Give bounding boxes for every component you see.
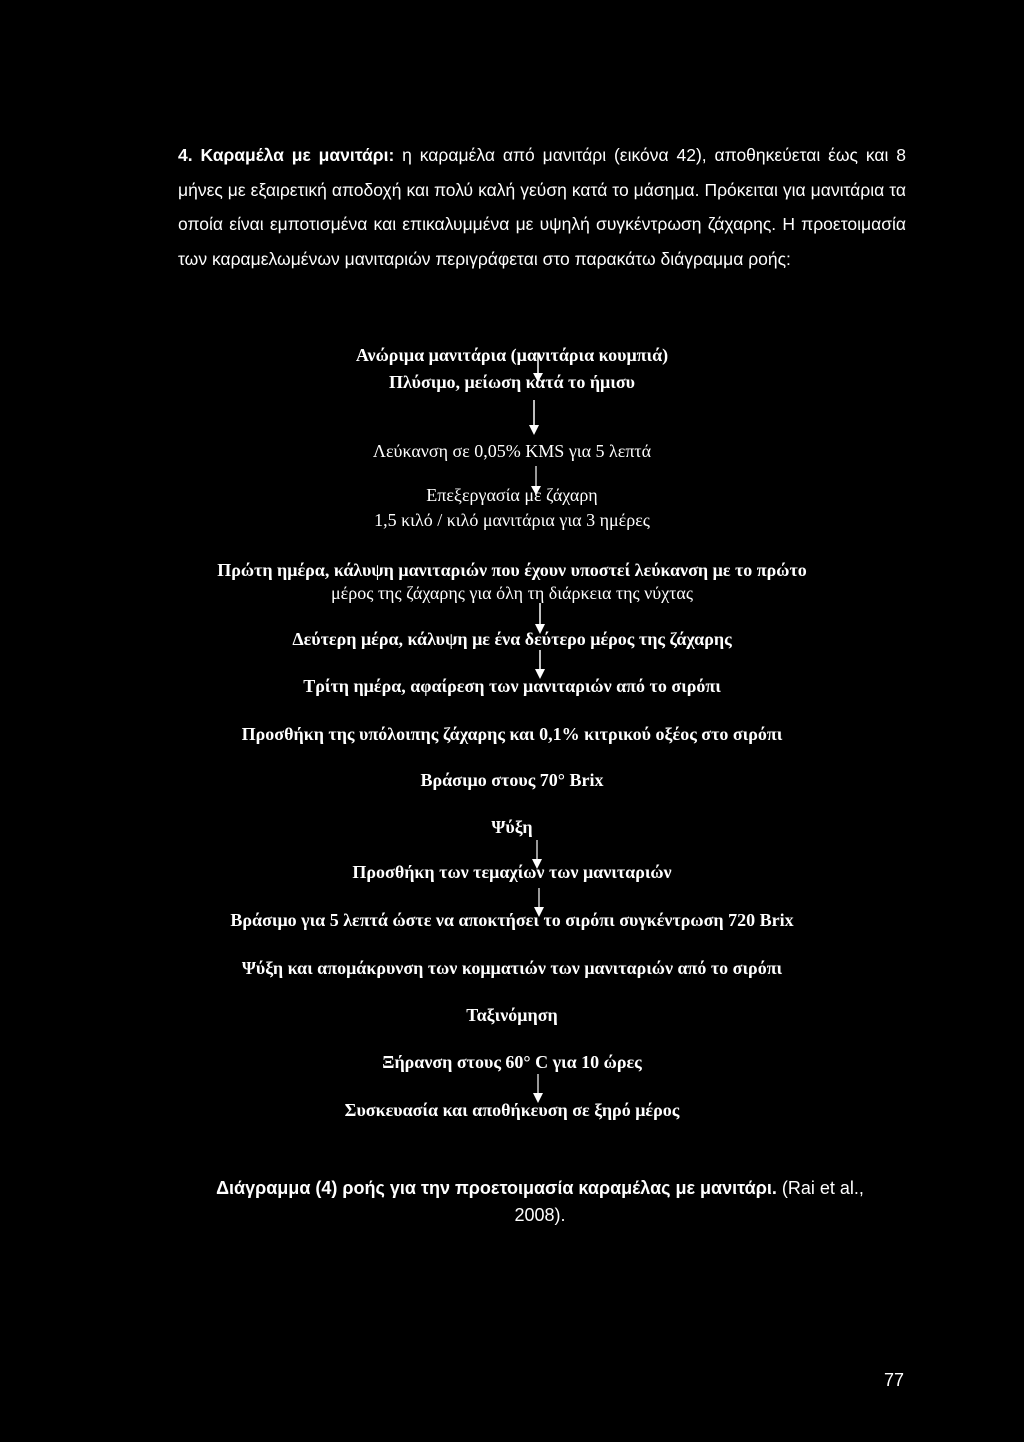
flow-step-day-one: Πρώτη ημέρα, κάλυψη μανιταριών που έχουν υποστεί λεύκανση με το πρώτο bbox=[217, 560, 807, 580]
flow-step-boil-5-minutes: Βράσιμο για 5 λεπτά ώστε να αποκτήσει το σιρόπι συγκέντρωση 720 Brix bbox=[230, 910, 794, 930]
flow-step-sugar-ratio: 1,5 κιλό / κιλό μανιτάρια για 3 ημέρες bbox=[374, 510, 650, 530]
section-heading: 4. Καραμέλα με μανιτάρι: bbox=[178, 145, 395, 165]
arrow-down-icon bbox=[528, 400, 540, 436]
flow-step-washing: Πλύσιμο, μείωση κατά το ήμισυ bbox=[389, 372, 635, 392]
caption-ref-year: 2008). bbox=[514, 1205, 566, 1225]
caption-ref: (Rai et al., bbox=[776, 1178, 864, 1198]
flow-step-day-two: Δεύτερη μέρα, κάλυψη με ένα δεύτερο μέρος της ζάχαρης bbox=[292, 629, 732, 649]
flow-step-blanching: Λεύκανση σε 0,05% KMS για 5 λεπτά bbox=[372, 441, 652, 461]
intro-text: η καραμέλα από μανιτάρι (εικόνα 42), αποθηκεύεται έως και 8 μήνες με εξαιρετική αποδοχή και πολύ καλή γεύση κατά το μάσημα. Πρόκειται για μανιτάρια τα οποία είναι εμποτισμένα και επικαλυμμένα με υψηλή συγκέντρωση ζάχαρης. Η προετοιμασία των καραμελωμένων μανιταριών περιγράφεται στο παρακάτω διάγραμμα ροής: bbox=[178, 145, 906, 269]
page-number: 77 bbox=[884, 1370, 905, 1390]
flow-step-day-one-cont: μέρος της ζάχαρης για όλη τη διάρκεια της νύχτας bbox=[331, 583, 693, 603]
flow-step-raw-mushrooms: Ανώριμα μανιτάρια (μανιτάρια κουμπιά) bbox=[355, 345, 669, 365]
flow-step-packaging: Συσκευασία και αποθήκευση σε ξηρό μέρος bbox=[344, 1100, 680, 1120]
flow-step-cool-and-remove: Ψύξη και απομάκρυνση των κομματιών των μανιταριών από το σιρόπι bbox=[241, 958, 783, 978]
flow-step-drying: Ξήρανση στους 60° C για 10 ώρες bbox=[382, 1052, 642, 1072]
flow-step-cooling: Ψύξη bbox=[491, 817, 533, 837]
flow-step-sugar-processing: Επεξεργασία με ζάχαρη bbox=[426, 485, 598, 505]
flow-step-add-mushroom-pieces: Προσθήκη των τεμαχίων των μανιταριών bbox=[352, 862, 672, 882]
figure-caption bbox=[0, 1175, 1024, 1229]
caption-title: Διάγραμμα (4) ροής για την προετοιμασία καραμέλας με μανιτάρι. bbox=[216, 1178, 777, 1198]
flow-step-add-remaining-sugar: Προσθήκη της υπόλοιπης ζάχαρης και 0,1% κιτρικού οξέος στο σιρόπι bbox=[241, 724, 783, 744]
flow-step-boil-70-brix: Βράσιμο στους 70° Brix bbox=[420, 770, 604, 790]
flow-step-sorting: Ταξινόμηση bbox=[466, 1005, 558, 1025]
intro-paragraph bbox=[178, 138, 906, 276]
flow-step-day-three: Τρίτη ημέρα, αφαίρεση των μανιταριών από το σιρόπι bbox=[303, 676, 721, 696]
